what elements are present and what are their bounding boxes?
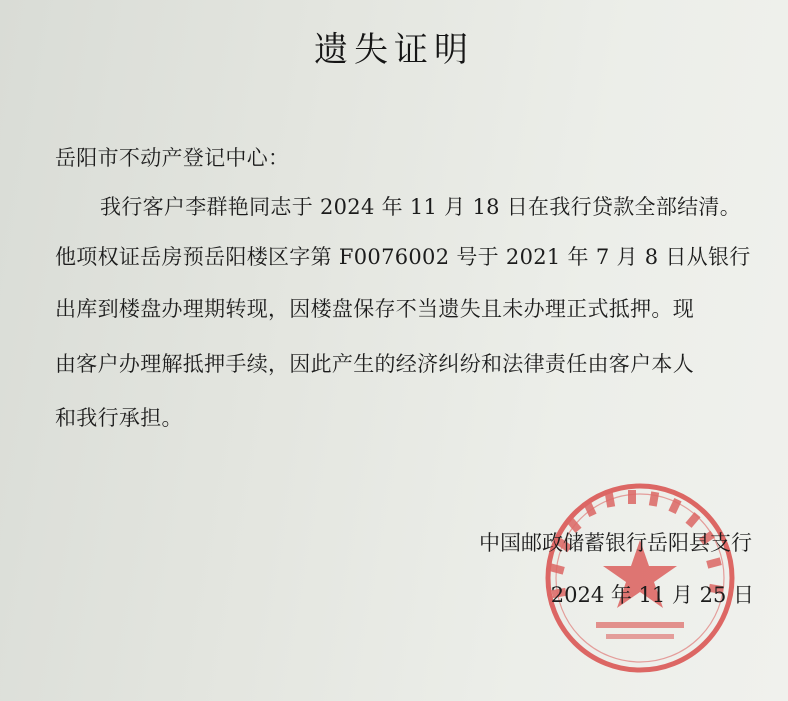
body-line-5: 和我行承担。	[55, 406, 183, 430]
issue-date: 2024 年 11 月 25 日	[550, 583, 754, 607]
recipient-line: 岳阳市不动产登记中心：	[55, 146, 290, 170]
body-line-4: 由客户办理解抵押手续，因此产生的经济纠纷和法律责任由客户本人	[55, 352, 694, 376]
body-line-3: 出库到楼盘办理期转现，因楼盘保存不当遗失且未办理正式抵押。现	[55, 297, 694, 321]
issuer-name: 中国邮政储蓄银行岳阳县支行	[479, 531, 752, 555]
official-seal-stamp	[540, 478, 740, 678]
body-line-1: 我行客户李群艳同志于 2024 年 11 月 18 日在我行贷款全部结清。	[100, 195, 742, 219]
body-line-2: 他项权证岳房预岳阳楼区字第 F0076002 号于 2021 年 7 月 8 日从银行	[55, 245, 751, 269]
document-title: 遗失证明	[314, 30, 474, 70]
